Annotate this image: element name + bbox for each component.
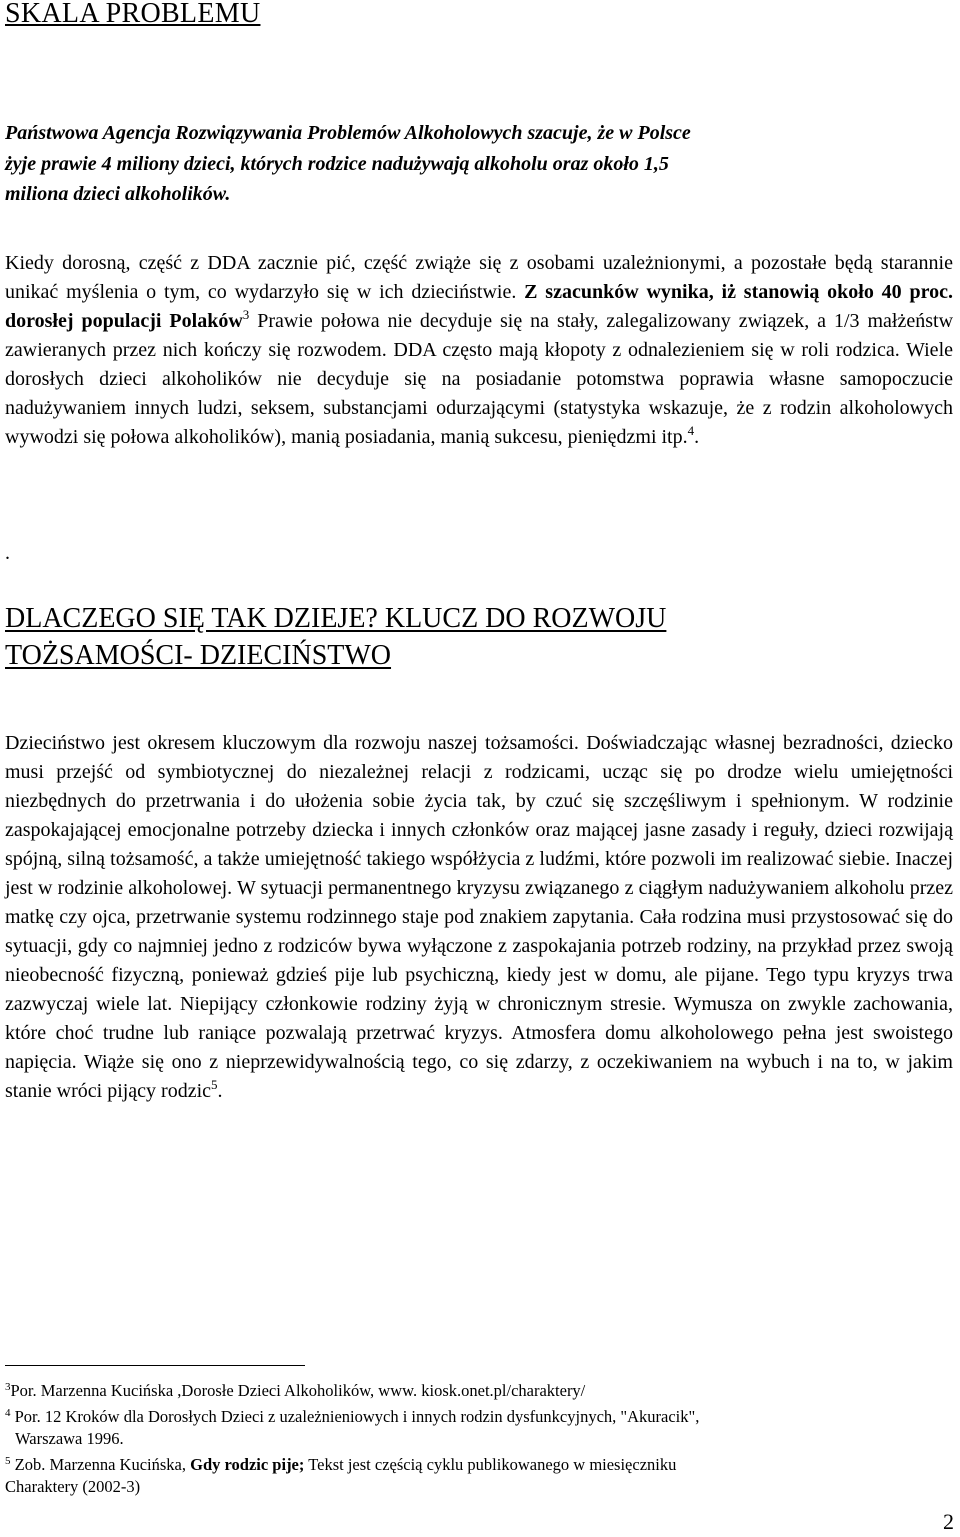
scale-bold-statement: Z szacunków wynika, iż stanowią około 40 proc. dorosłej populacji Polaków [5, 281, 954, 332]
footnote-ref-4: 4 [687, 423, 695, 438]
intro-line-1: Państwowa Agencja Rozwiązywania Problemów Alkoholowych szacuje, że w Polsce [5, 122, 691, 144]
childhood-text: Dzieciństwo jest okresem kluczowym dla rozwoju naszej tożsamości. Doświadczając własnej bezradności, dziecko musi przejść od symbiotycznej do niezależnej relacji z rodzicami, ucząc się po drodze wielu umiejętności niezbędnych do przetrwania i do ułożenia sobie życia tak, by czuć się szczęśliwym i spełnionym. W rodzinie zaspokajającej emocjonalne potrzeby dziecka i innych członków oraz mającej jasne zasady i reguły, dzieci rozwijają spójną, silną tożsamość, a także umiejętność takiego współżycia z ludźmi, które pozwoli im realizować siebie. Inaczej jest w rodzinie alkoholowej. W sytuacji permanentnego kryzysu związanego z ciągłym nadużywaniem alkoholu przez matkę czy ojca, przetrwanie systemu rodzinnego staje pod znakiem zapytania. Cała rodzina musi przystosować się do sytuacji, gdy co najmniej jedno z rodziców bywa wyłączone z zaspokajania potrzeb rodziny, na przykład przez swoją nieobecność fizyczną, ponieważ gdzieś pije lub psychiczną, kiedy jest w domu, ale pijane. Tego typu kryzys trwa zazwyczaj wiele lat. Niepijący członkowie rodziny żyją w chronicznym stresie. Wymusza on zwykle zachowania, które choć trudne lub raniące pozwalają przetrwać kryzys. Atmosfera domu alkoholowego pełna jest swoistego napięcia. Wiąże się ono z nieprzewidywalnością tego, co się zdarzy, z oczekiwaniem na wybuch i na to, w jakim stanie wróci pijący rodzic [5, 732, 953, 1102]
section-heading-2-line-2: TOŻSAMOŚCI- DZIECIŃSTWO [5, 640, 392, 671]
footnote-5-title: Gdy rodzic pije; [190, 1455, 305, 1474]
scale-paragraph [5, 249, 953, 452]
footnote-4-line-2: Warszawa 1996. [15, 1429, 124, 1448]
footnote-4 [5, 1406, 945, 1450]
scale-text-a: Kiedy dorosną, część z DDA zacznie pić, część zwiąże się z osobami uzależnionymi, a pozostałe będą starannie unikać myślenia o tym, co wydarzyło się w ich dzieciństwie. [5, 252, 953, 303]
scale-text-end: . [694, 426, 700, 448]
childhood-text-end: . [217, 1080, 223, 1102]
intro-line-2: żyje prawie 4 miliony dzieci, których rodzice nadużywają alkoholu oraz około 1,5 [5, 152, 669, 175]
footnote-5-text-a: Zob. Marzenna Kucińska, [10, 1455, 191, 1474]
footnote-5 [5, 1454, 945, 1498]
footnote-3 [5, 1380, 945, 1402]
footnote-4-number: 4 [5, 1407, 11, 1419]
footnote-4-line-1: Por. 12 Kroków dla Dorosłych Dzieci z uzależnieniowych i innych rodzin dysfunkcyjnych, "Akuracik", [10, 1407, 700, 1426]
scale-text-b: Prawie połowa nie decyduje się na stały, zalegalizowany związek, a 1/3 małżeństw zawieranych przez nich kończy się rozwodem. DDA często mają kłopoty z odnalezieniem się w roli rodzica. Wiele dorosłych dzieci alkoholików nie decyduje się na posiadanie potomstwa poprawia własne samopoczucie nadużywaniem innych ludzi, seksem, substancjami odurzającymi (statystyka wskazuje, że z rodzin alkoholowych wywodzi się połowa alkoholików), manią posiadania, manią sukcesu, pieniędzmi itp. [5, 310, 954, 448]
intro-line-3: miliona dzieci alkoholików. [5, 183, 231, 205]
footnote-ref-3: 3 [242, 307, 250, 322]
section-heading: SKALA PROBLEMU [5, 0, 261, 29]
footnote-5-line-2: Charaktery (2002-3) [5, 1477, 141, 1496]
footnote-separator [5, 1365, 305, 1366]
childhood-paragraph [5, 729, 953, 1106]
footnote-3-number: 3 [5, 1381, 11, 1393]
section-heading-2-line-1: DLACZEGO SIĘ TAK DZIEJE? KLUCZ DO ROZWOJU [5, 603, 667, 634]
footnote-5-number: 5 [5, 1455, 11, 1467]
intro-paragraph [5, 118, 953, 210]
footnote-ref-5: 5 [211, 1077, 218, 1092]
page-number: 2 [943, 1509, 954, 1534]
footnote-3-text: Por. Marzenna Kucińska ,Dorosłe Dzieci Alkoholików, www. kiosk.onet.pl/charaktery/ [10, 1381, 586, 1400]
footnote-5-text-b: Tekst jest częścią cyklu publikowanego w miesięczniku [304, 1455, 677, 1474]
stray-dot: . [5, 542, 10, 564]
section-heading-2 [5, 600, 666, 674]
